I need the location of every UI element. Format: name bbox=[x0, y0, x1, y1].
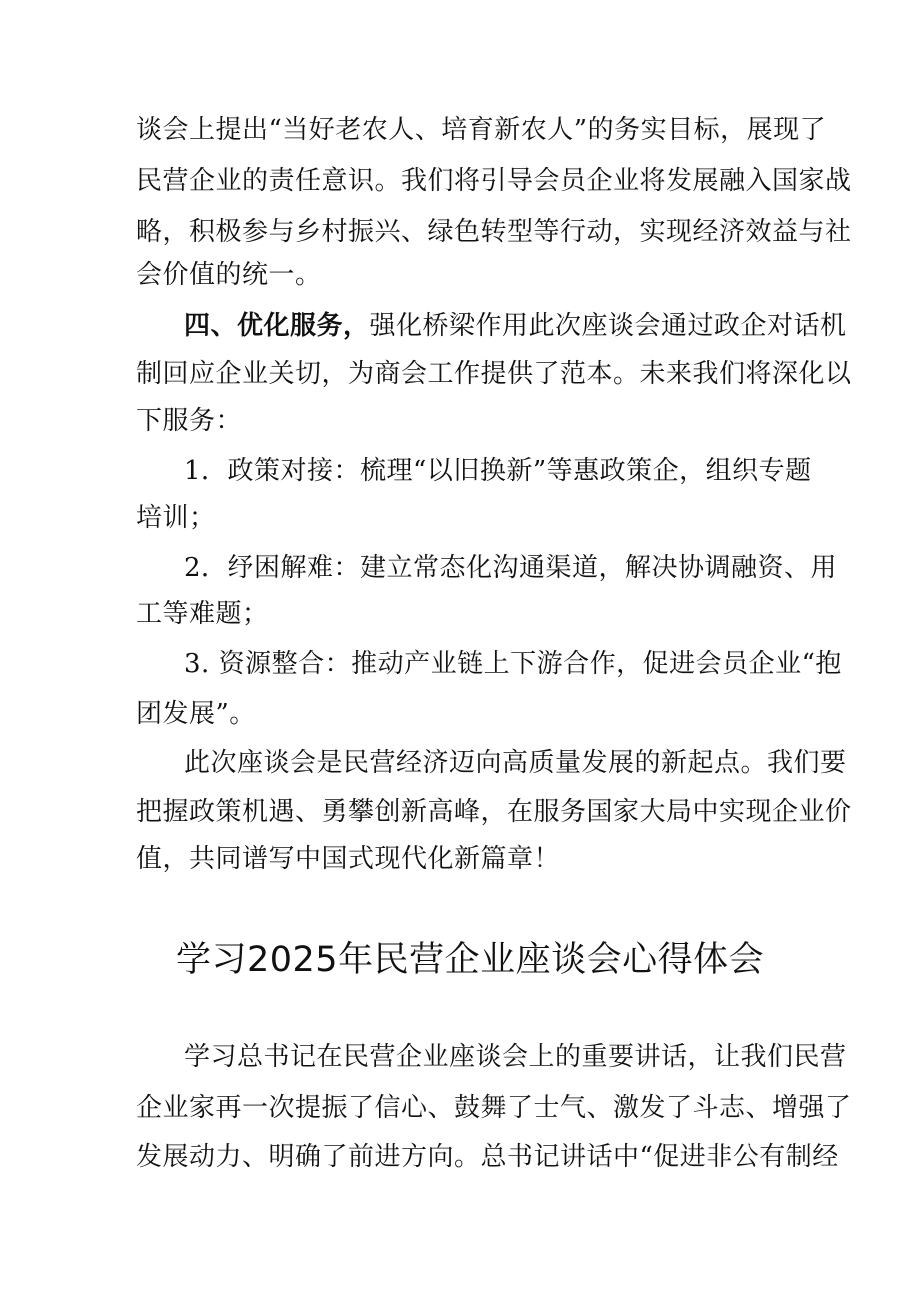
paragraph-3-line-2: 把握政策机遇、勇攀创新高峰，在服务国家大局中实现企业价 bbox=[136, 797, 852, 827]
list-item-3-line-1: 3. 资源整合：推动产业链上下游合作，促进会员企业“抱 bbox=[184, 649, 842, 679]
paragraph-2-line-2: 制回应企业关切，为商会工作提供了范本。未来我们将深化以 bbox=[136, 359, 852, 389]
list-item-3-line-2: 团发展”。 bbox=[136, 699, 256, 729]
list-item-2-line-2: 工等难题； bbox=[136, 599, 269, 629]
paragraph-1-line-3: 略，积极参与乡村振兴、绿色转型等行动，实现经济效益与社 bbox=[136, 217, 852, 247]
list-item-1-line-2: 培训； bbox=[136, 503, 216, 533]
list-item-2-line-1: 2．纾困解难：建立常态化沟通渠道，解决协调融资、用 bbox=[184, 553, 838, 583]
paragraph-4-line-2: 企业家再一次提振了信心、鼓舞了士气、激发了斗志、增强了 bbox=[136, 1093, 852, 1123]
paragraph-4-line-3: 发展动力、明确了前进方向。总书记讲话中“促进非公有制经 bbox=[136, 1142, 839, 1172]
list-item-1-line-1: 1．政策对接：梳理“以旧换新”等惠政策企，组织专题 bbox=[184, 456, 812, 486]
paragraph-3-line-3: 值，共同谱写中国式现代化新篇章！ bbox=[136, 844, 561, 874]
section-heading-optimize-service: 四、优化服务， bbox=[184, 311, 370, 341]
paragraph-2-line-1-text: 强化桥梁作用此次座谈会通过政企对话机 bbox=[369, 311, 847, 341]
paragraph-3-line-1: 此次座谈会是民营经济迈向高质量发展的新起点。我们要 bbox=[184, 748, 847, 778]
paragraph-1-line-2: 民营企业的责任意识。我们将引导会员企业将发展融入国家战 bbox=[136, 166, 852, 196]
paragraph-4-line-1: 学习总书记在民营企业座谈会上的重要讲话，让我们民营 bbox=[184, 1042, 847, 1072]
paragraph-2-line-1 bbox=[184, 309, 847, 343]
section-title: 学习2025年民营企业座谈会心得体会 bbox=[176, 940, 765, 980]
paragraph-2-line-3: 下服务： bbox=[136, 406, 243, 436]
paragraph-1-line-4: 会价值的统一。 bbox=[136, 260, 322, 290]
paragraph-1-line-1: 谈会上提出“当好老农人、培育新农人”的务实目标，展现了 bbox=[136, 115, 827, 145]
